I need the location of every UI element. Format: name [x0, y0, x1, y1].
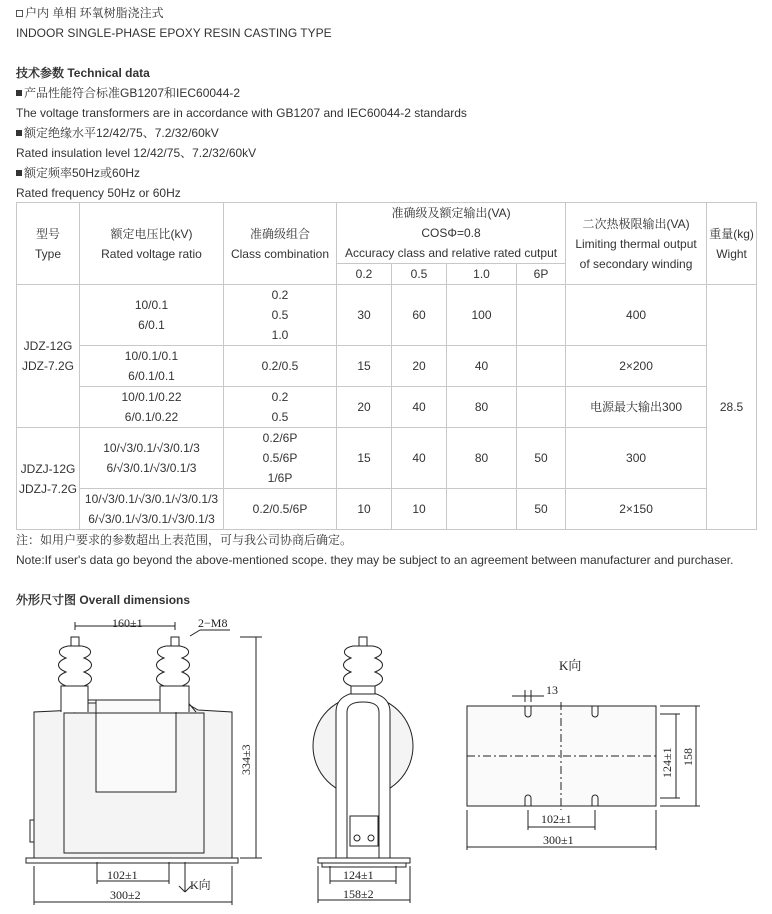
value-cell: 40	[392, 428, 447, 489]
class-cell: 0.2 0.5 1.0	[224, 285, 337, 346]
title-en: INDOOR SINGLE-PHASE EPOXY RESIN CASTING TYPE	[16, 26, 332, 40]
ratio-cell: 10/√3/0.1/√3/0.1/√3/0.1/3 6/√3/0.1/√3/0.1/√3/0.1/3	[80, 489, 224, 530]
svg-text:102±1: 102±1	[541, 812, 572, 826]
svg-text:2−M8: 2−M8	[198, 616, 228, 630]
value-cell: 15	[337, 346, 392, 387]
dimensions-heading: 外形尺寸图 Overall dimensions	[16, 593, 191, 607]
class-cell: 0.2/6P 0.5/6P 1/6P	[224, 428, 337, 489]
spec-line: The voltage transformers are in accordance with GB1207 and IEC60044-2 standards	[16, 106, 467, 120]
svg-text:K向: K向	[190, 878, 211, 892]
value-cell: 20	[337, 387, 392, 428]
header-weight: 重量(kg) Wight	[707, 203, 757, 285]
value-cell: 40	[392, 387, 447, 428]
limit-cell: 400	[566, 285, 707, 346]
subheader-cell: 6P	[517, 264, 566, 285]
value-cell: 15	[337, 428, 392, 489]
svg-text:13: 13	[546, 683, 558, 697]
spec-line: 额定频率50Hz或60Hz	[16, 166, 140, 180]
header-class: 准确级组合 Class combination	[224, 203, 337, 285]
front-view	[26, 622, 262, 905]
ratio-cell: 10/0.1 6/0.1	[80, 285, 224, 346]
svg-text:300±2: 300±2	[110, 888, 141, 902]
ratio-cell: 10/0.1/0.1 6/0.1/0.1	[80, 346, 224, 387]
value-cell: 10	[392, 489, 447, 530]
type-cell: JDZ-12G JDZ-7.2G	[17, 285, 80, 428]
ratio-cell: 10/√3/0.1/√3/0.1/3 6/√3/0.1/√3/0.1/3	[80, 428, 224, 489]
class-cell: 0.2/0.5	[224, 346, 337, 387]
svg-text:158±2: 158±2	[343, 887, 374, 901]
value-cell: 80	[447, 387, 517, 428]
weight-cell: 28.5	[707, 285, 757, 530]
class-cell: 0.2/0.5/6P	[224, 489, 337, 530]
svg-text:K向: K向	[559, 658, 582, 673]
svg-text:300±1: 300±1	[543, 833, 574, 847]
title-cn: 户内 单相 环氧树脂浇注式	[16, 6, 164, 20]
value-cell: 60	[392, 285, 447, 346]
note-cn: 注：如用户要求的参数超出上表范围，可与我公司协商后确定。	[16, 533, 353, 547]
header-ratio: 额定电压比(kV) Rated voltage ratio	[80, 203, 224, 285]
value-cell: 50	[517, 428, 566, 489]
spec-line: 产品性能符合标准GB1207和IEC60044-2	[16, 86, 240, 100]
svg-text:160±1: 160±1	[112, 616, 143, 630]
subheader-cell: 0.2	[337, 264, 392, 285]
header-type: 型号 Type	[17, 203, 80, 285]
subheader-cell: 1.0	[447, 264, 517, 285]
limit-cell: 电源最大输出300	[566, 387, 707, 428]
spec-line: Rated insulation level 12/42/75、7.2/32/60kV	[16, 146, 257, 160]
value-cell: 30	[337, 285, 392, 346]
note-en: Note:If user's data go beyond the above-mentioned scope. they may be subject to an agreement between manufacturer and purchaser.	[16, 553, 734, 567]
type-cell: JDZJ-12G JDZJ-7.2G	[17, 428, 80, 530]
technical-heading: 技术参数 Technical data	[16, 66, 150, 80]
svg-text:158: 158	[681, 748, 695, 766]
value-cell: 40	[447, 346, 517, 387]
header-accuracy: 准确级及额定输出(VA) COSΦ=0.8 Accuracy class and relative rated cutput	[337, 203, 566, 264]
header-limit: 二次热极限输出(VA) Limiting thermal output of secondary winding	[566, 203, 707, 285]
limit-cell: 2×200	[566, 346, 707, 387]
spec-line: 额定绝缘水平12/42/75、7.2/32/60kV	[16, 126, 219, 140]
spec-line: Rated frequency 50Hz or 60Hz	[16, 186, 181, 200]
ratio-cell: 10/0.1/0.22 6/0.1/0.22	[80, 387, 224, 428]
value-cell: 50	[517, 489, 566, 530]
svg-text:102±1: 102±1	[107, 868, 138, 882]
value-cell: 10	[337, 489, 392, 530]
svg-text:124±1: 124±1	[343, 868, 374, 882]
value-cell: 100	[447, 285, 517, 346]
subheader-cell: 0.5	[392, 264, 447, 285]
limit-cell: 2×150	[566, 489, 707, 530]
class-cell: 0.2 0.5	[224, 387, 337, 428]
svg-text:334±3: 334±3	[239, 744, 253, 775]
side-view-labels	[343, 868, 374, 901]
limit-cell: 300	[566, 428, 707, 489]
value-cell: 80	[447, 428, 517, 489]
side-view	[313, 637, 413, 903]
value-cell: 20	[392, 346, 447, 387]
svg-text:124±1: 124±1	[660, 747, 674, 778]
